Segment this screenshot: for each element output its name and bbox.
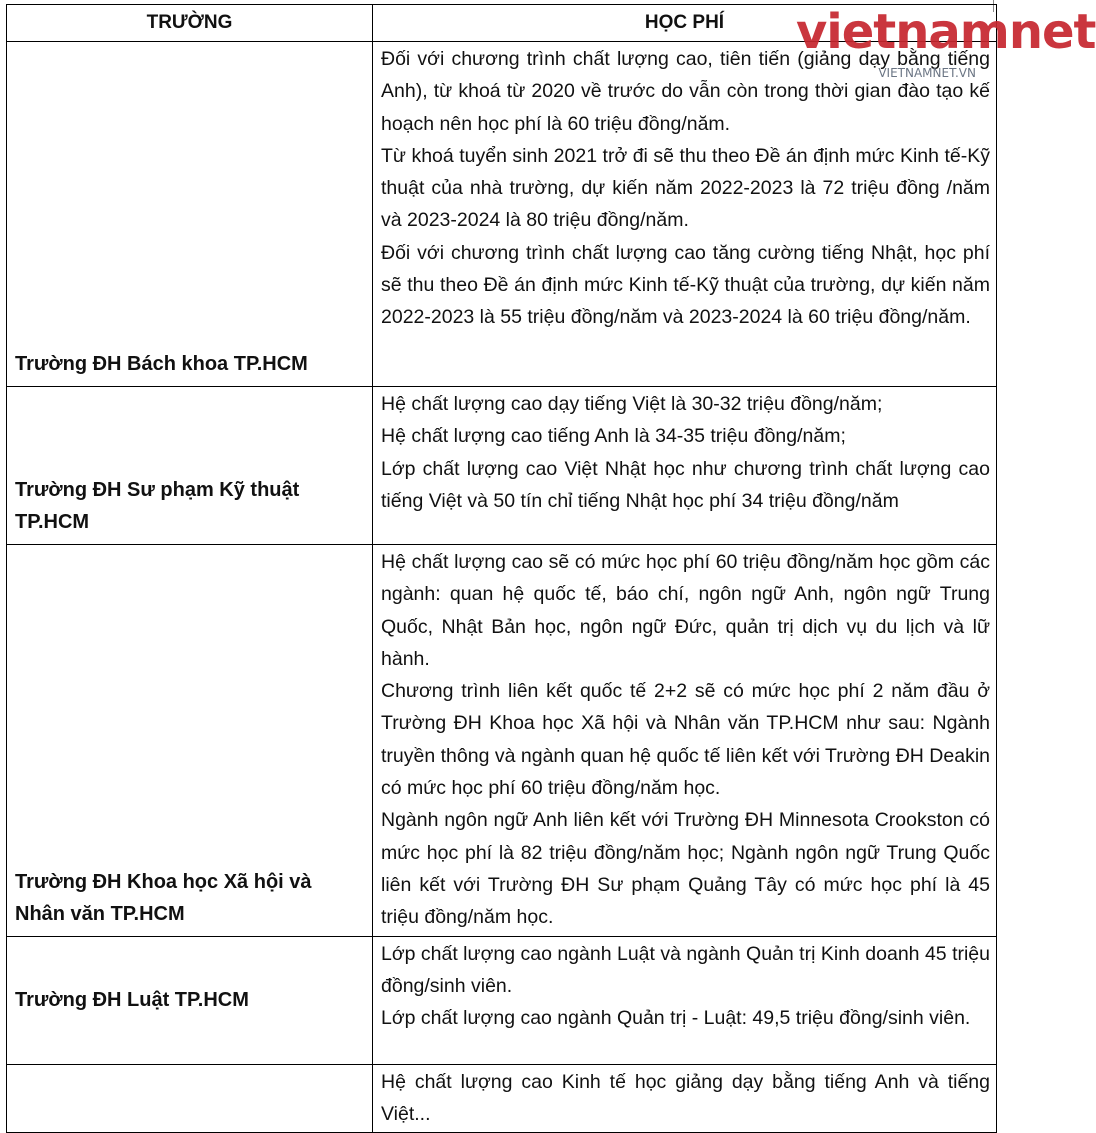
school-name: Trường ĐH Sư phạm Kỹ thuật TP.HCM xyxy=(15,479,300,533)
watermark-domain: VIETNAMNET.VN xyxy=(878,66,976,80)
school-name: Trường ĐH Khoa học Xã hội và Nhân văn TP.HCM xyxy=(15,870,312,925)
fee-paragraph: Lớp chất lượng cao Việt Nhật học như chương trình chất lượng cao tiếng Việt và 50 tín chỉ tiếng Nhật học phí 34 triệu đồng/năm xyxy=(381,457,990,512)
school-name-cell xyxy=(7,936,373,1064)
fee-paragraph: Lớp chất lượng cao ngành Quản trị - Luật: 49,5 triệu đồng/sinh viên. xyxy=(381,1007,971,1030)
fee-paragraph: Hệ chất lượng cao Kinh tế học giảng dạy bằng tiếng Anh và tiếng Việt... xyxy=(381,1070,990,1125)
table-row xyxy=(7,1064,997,1133)
watermark-brand: vietnamnet xyxy=(796,4,1096,60)
school-name-cell xyxy=(7,545,373,937)
fee-cell xyxy=(373,936,997,1064)
fee-cell xyxy=(373,1064,997,1133)
fee-paragraph: Hệ chất lượng cao sẽ có mức học phí 60 triệu đồng/năm học gồm các ngành: quan hệ quốc tế, báo chí, ngôn ngữ Anh, ngôn ngữ Trung Quốc, Nhật Bản học, ngôn ngữ Đức, quản trị dịch vụ du lịch và lữ hành. xyxy=(381,551,990,670)
fee-paragraph: Lớp chất lượng cao ngành Luật và ngành Quản trị Kinh doanh 45 triệu đồng/sinh viên. xyxy=(381,942,990,997)
table-row xyxy=(7,387,997,545)
school-name: Trường ĐH Luật TP.HCM xyxy=(15,989,249,1012)
tuition-table xyxy=(6,4,997,1133)
table-header-row xyxy=(7,5,997,42)
fee-paragraph: Ngành ngôn ngữ Anh liên kết với Trường ĐH Minnesota Crookston có mức học phí là 82 triệu đồng/năm học; Ngành ngôn ngữ Trung Quốc liên kết với Trường ĐH Sư phạm Quảng Tây có mức học phí là 45 triệu đồng/năm học. xyxy=(381,809,990,929)
table-row xyxy=(7,545,997,937)
fee-paragraph: Đối với chương trình chất lượng cao, tiên tiến (giảng dạy bằng tiếng Anh), từ khoá từ 2020 về trước do vẫn còn trong thời gian đào tạo kế hoạch nên học phí là 60 triệu đồng/năm. xyxy=(381,48,990,135)
table-row xyxy=(7,42,997,387)
school-name-cell xyxy=(7,387,373,545)
fee-paragraph: Từ khoá tuyển sinh 2021 trở đi sẽ thu theo Đề án định mức Kinh tế-Kỹ thuật của nhà trường, dự kiến năm 2022-2023 là 72 triệu đồng /năm và 2023-2024 là 80 triệu đồng/năm. xyxy=(381,144,990,232)
school-name-cell xyxy=(7,42,373,387)
fee-cell xyxy=(373,545,997,937)
school-name-cell xyxy=(7,1064,373,1133)
fee-cell xyxy=(373,42,997,387)
fee-cell xyxy=(373,387,997,545)
fee-paragraph: Đối với chương trình chất lượng cao tăng cường tiếng Nhật, học phí sẽ thu theo Đề án định mức Kinh tế-Kỹ thuật của trường, dự kiến năm 2022-2023 là 55 triệu đồng/năm và 2023-2024 là 60 triệu đồng/năm. xyxy=(381,241,990,329)
table-row xyxy=(7,936,997,1064)
fee-paragraph: Hệ chất lượng cao tiếng Anh là 34-35 triệu đồng/năm; xyxy=(381,425,846,448)
school-name xyxy=(15,1126,364,1132)
fee-paragraph: Hệ chất lượng cao dạy tiếng Việt là 30-32 triệu đồng/năm; xyxy=(381,393,883,415)
header-school: TRƯỜNG xyxy=(7,5,373,42)
fee-paragraph: Chương trình liên kết quốc tế 2+2 sẽ có mức học phí 2 năm đầu ở Trường ĐH Khoa học Xã hội và Nhân văn TP.HCM như sau: Ngành truyền thông và ngành quan hệ quốc tế liên kết với Trường ĐH Deakin có mức học phí 60 triệu đồng/năm học. xyxy=(381,680,990,800)
header-fee: HỌC PHÍ xyxy=(373,5,997,42)
school-name: Trường ĐH Bách khoa TP.HCM xyxy=(15,353,308,375)
